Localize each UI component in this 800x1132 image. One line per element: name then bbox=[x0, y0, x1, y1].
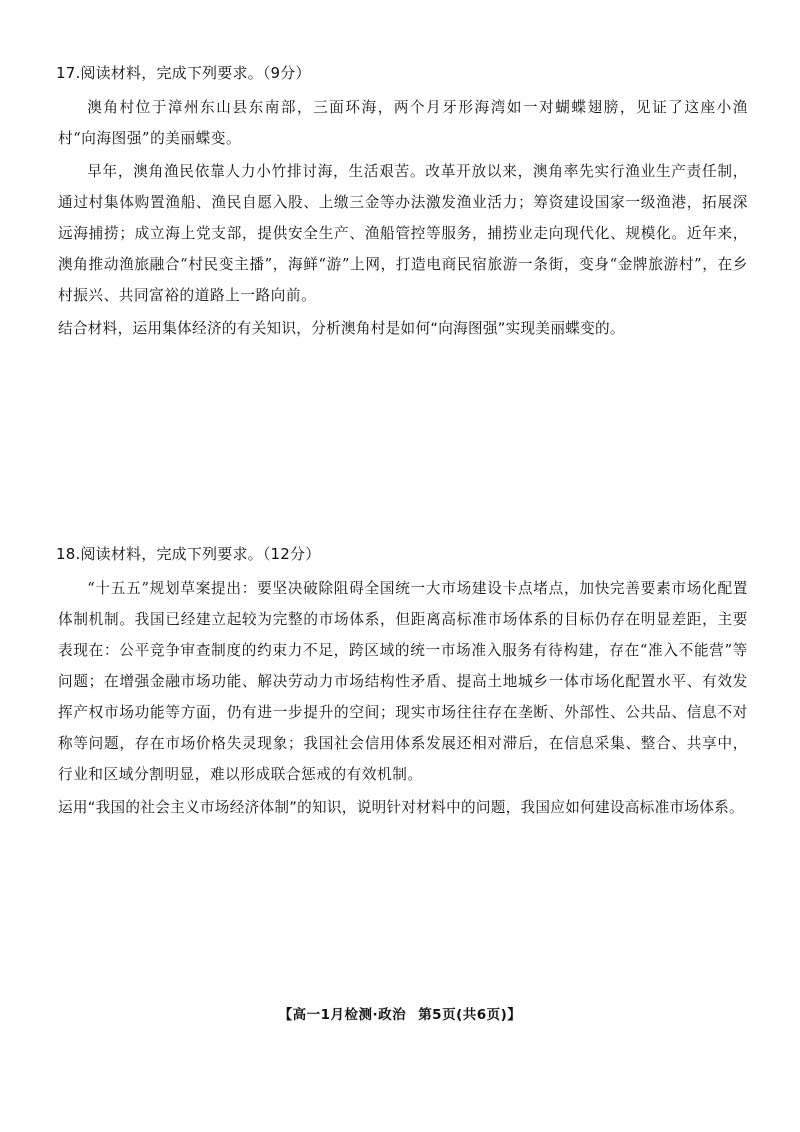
question-18 bbox=[58, 543, 748, 823]
question-17-material-paragraph-1: 澳角村位于漳州东山县东南部，三面环海，两个月牙形海湾如一对蝴蝶翅膀，见证了这座小渔村“向海图强”的美丽蝶变。 bbox=[58, 99, 748, 147]
question-18-title: 18.阅读材料，完成下列要求。（12分） bbox=[56, 545, 321, 563]
question-18-material-paragraph-1: “十五五”规划草案提出：要坚决破除阻碍全国统一大市场建设卡点堵点，加快完善要素市场化配置体制机制。我国已经建立起较为完整的市场体系，但距离高标准市场体系的目标仍存在明显差距，主要表现在：公平竞争审查制度的约束力不足，跨区域的统一市场准入服务有待构建，存在“准入不能营”等问题；在增强金融市场功能、解决劳动力市场结构性矛盾、提高土地城乡一体市场化配置水平、有效发挥产权市场功能等方面，仍有进一步提升的空间；现实市场往往存在垄断、外部性、公共品、信息不对称等问题，存在市场价格失灵现象；我国社会信用体系发展还相对滞后，在信息采集、整合、共享中，行业和区域分割明显，难以形成联合惩戒的有效机制。 bbox=[58, 580, 748, 783]
footer-exam-label: 【高一1月检测·政治 bbox=[278, 1007, 407, 1023]
question-17-task: 结合材料，运用集体经济的有关知识，分析澳角村是如何“向海图强”实现美丽蝶变的。 bbox=[58, 320, 625, 337]
question-18-task: 运用“我国的社会主义市场经济体制”的知识，说明针对材料中的问题，我国应如何建设高标准市场体系。 bbox=[58, 799, 744, 816]
page-footer bbox=[0, 1003, 800, 1023]
question-17-title: 17.阅读材料，完成下列要求。（9分） bbox=[56, 64, 311, 82]
footer-page-number: 第5页(共6页)】 bbox=[418, 1007, 522, 1023]
question-17 bbox=[58, 62, 748, 344]
question-17-material-paragraph-2: 早年，澳角渔民依靠人力小竹排讨海，生活艰苦。改革开放以来，澳角率先实行渔业生产责任制，通过村集体购置渔船、渔民自愿入股、上缴三金等办法激发渔业活力；筹资建设国家一级渔港，拓展深远海捕捞；成立海上党支部，提供安全生产、渔船管控等服务，捕捞业走向现代化、规模化。近年来，澳角推动渔旅融合“村民变主播”，海鲜“游”上网，打造电商民宿旅游一条街，变身“金牌旅游村”，在乡村振兴、共同富裕的道路上一路向前。 bbox=[58, 163, 748, 304]
